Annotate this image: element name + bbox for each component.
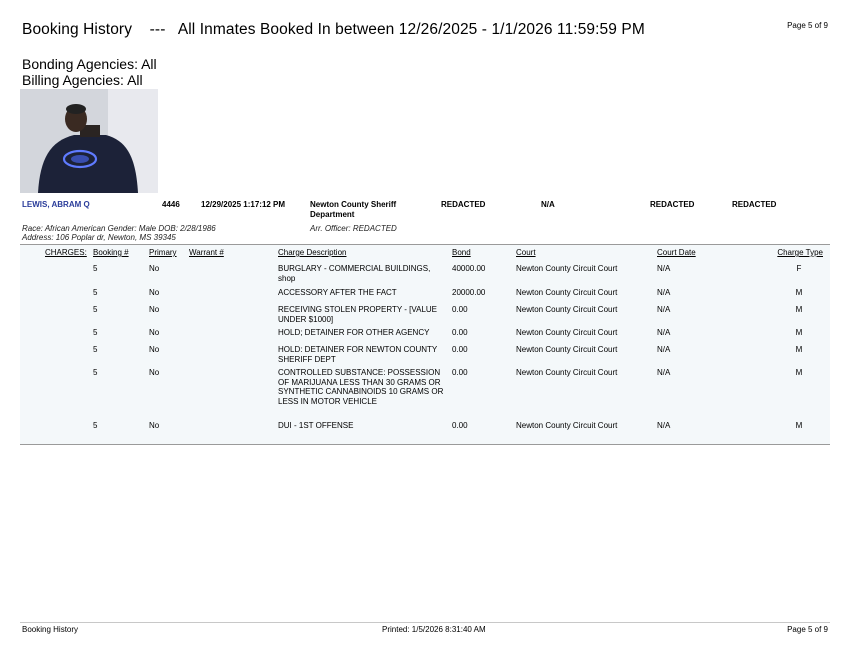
charge-description: CONTROLLED SUBSTANCE: POSSESSION OF MARIJUANA LESS THAN 30 GRAMS OR SYNTHETIC CANNABINOIDS 10 GRAMS OR LESS IN MOTOR VEHICLE — [278, 368, 444, 406]
arresting-agency-line2: Department — [310, 210, 355, 219]
col-bond: Bond — [452, 248, 471, 257]
footer-left: Booking History — [22, 625, 79, 634]
charge-primary: No — [149, 345, 160, 354]
charge-court: Newton County Circuit Court — [516, 368, 618, 377]
bonding-agencies: Bonding Agencies: All — [22, 56, 157, 72]
charge-court: Newton County Circuit Court — [516, 345, 618, 354]
charge-type: M — [795, 328, 803, 337]
charge-description: DUI - 1ST OFFENSE — [278, 421, 354, 430]
charge-court: Newton County Circuit Court — [516, 264, 618, 273]
charge-primary: No — [149, 288, 160, 297]
charge-booking: 5 — [93, 305, 98, 314]
charge-bond: 0.00 — [452, 368, 468, 377]
race-gender-dob: Race: African American Gender: Male DOB: 2/28/1986 — [22, 224, 216, 233]
page-number-top: Page 5 of 9 — [787, 21, 828, 30]
charge-bond: 0.00 — [452, 345, 468, 354]
charge-booking: 5 — [93, 264, 98, 273]
mugshot-figure — [20, 89, 158, 193]
charge-description: HOLD; DETAINER FOR OTHER AGENCY — [278, 328, 430, 337]
booking-number: 4446 — [162, 200, 180, 209]
charge-court: Newton County Circuit Court — [516, 305, 618, 314]
col-description: Charge Description — [278, 248, 347, 257]
charge-type: M — [795, 288, 803, 297]
charge-court-date: N/A — [657, 421, 671, 430]
col-court: Court — [516, 248, 536, 257]
charge-description: BURGLARY - COMMERCIAL BUILDINGS, shop — [278, 264, 431, 283]
charge-bond: 0.00 — [452, 328, 468, 337]
redacted-field-3: REDACTED — [732, 200, 777, 209]
charge-description: RECEIVING STOLEN PROPERTY - [VALUE UNDER $1000] — [278, 305, 438, 324]
address: Address: 106 Poplar dr, Newton, MS 39345 — [22, 233, 176, 242]
charge-court-date: N/A — [657, 368, 671, 377]
charge-type: M — [795, 368, 803, 377]
charge-type: M — [795, 345, 803, 354]
charge-description: ACCESSORY AFTER THE FACT — [278, 288, 397, 297]
charge-booking: 5 — [93, 421, 98, 430]
col-booking: Booking # — [93, 248, 129, 257]
col-charge-type: Charge Type — [777, 248, 823, 257]
charge-court: Newton County Circuit Court — [516, 328, 618, 337]
footer-printed: Printed: 1/5/2026 8:31:40 AM — [382, 625, 486, 634]
inmate-name[interactable]: LEWIS, ABRAM Q — [22, 200, 90, 209]
charge-primary: No — [149, 328, 160, 337]
charge-booking: 5 — [93, 368, 98, 377]
col-primary: Primary — [149, 248, 177, 257]
charge-description: HOLD: DETAINER FOR NEWTON COUNTY SHERIFF DEPT — [278, 345, 438, 364]
charge-court-date: N/A — [657, 328, 671, 337]
charge-bond: 0.00 — [452, 305, 468, 314]
report-title: Booking History --- All Inmates Booked In between 12/26/2025 - 1/1/2026 11:59:59 PM — [22, 21, 645, 38]
redacted-field-1: REDACTED — [441, 200, 486, 209]
charge-type: M — [795, 305, 803, 314]
col-warrant: Warrant # — [189, 248, 224, 257]
charge-booking: 5 — [93, 345, 98, 354]
charge-primary: No — [149, 264, 160, 273]
redacted-field-2: REDACTED — [650, 200, 695, 209]
col-court-date: Court Date — [657, 248, 696, 257]
charge-booking: 5 — [93, 288, 98, 297]
charge-court-date: N/A — [657, 305, 671, 314]
charge-booking: 5 — [93, 328, 98, 337]
footer-rule — [20, 622, 830, 623]
charge-court-date: N/A — [657, 264, 671, 273]
inmate-photo — [20, 89, 158, 193]
charge-court-date: N/A — [657, 288, 671, 297]
booking-datetime: 12/29/2025 1:17:12 PM — [201, 200, 286, 209]
charge-bond: 0.00 — [452, 421, 468, 430]
charge-court: Newton County Circuit Court — [516, 421, 618, 430]
charges-top-rule — [20, 244, 830, 245]
footer-page: Page 5 of 9 — [787, 625, 828, 634]
charges-label: CHARGES: — [45, 248, 87, 257]
charge-court-date: N/A — [657, 345, 671, 354]
charges-bottom-rule — [20, 444, 830, 445]
arresting-officer: Arr. Officer: REDACTED — [310, 224, 397, 233]
charge-primary: No — [149, 421, 160, 430]
na-field: N/A — [541, 200, 555, 209]
charge-primary: No — [149, 368, 160, 377]
charge-bond: 40000.00 — [452, 264, 486, 273]
charge-type: M — [795, 421, 803, 430]
charge-court: Newton County Circuit Court — [516, 288, 618, 297]
charge-type: F — [796, 264, 802, 273]
charge-bond: 20000.00 — [452, 288, 486, 297]
billing-agencies: Billing Agencies: All — [22, 72, 143, 88]
charge-primary: No — [149, 305, 160, 314]
arresting-agency-line1: Newton County Sheriff — [310, 200, 397, 209]
